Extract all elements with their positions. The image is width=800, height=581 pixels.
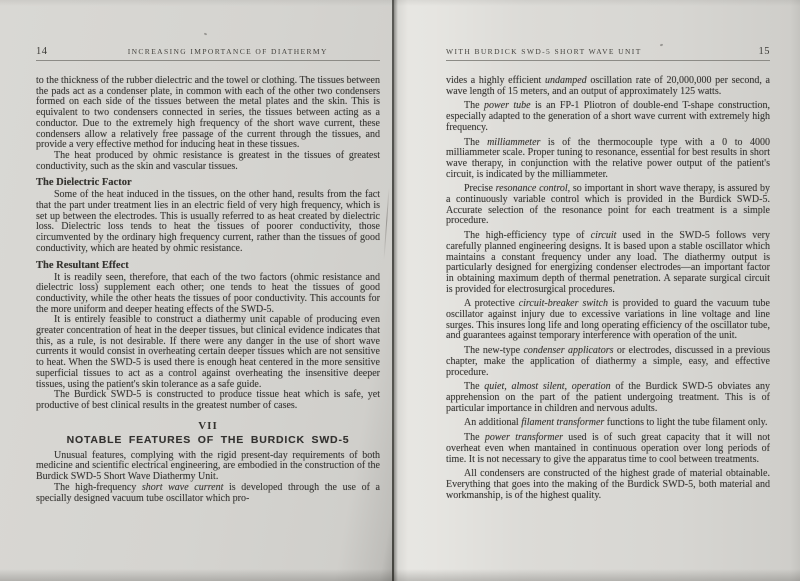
chapter-number: VII: [198, 419, 218, 432]
paragraph: Unusual features, complying with the rigid present-day requirements of both medicine and scientific electrical engineering, are embodied in the construction of the Burdick SWD-5 Short Wave Diathermy Unit.: [36, 449, 380, 483]
paragraph: vides a highly efficient undamped oscillation rate of 20,000,000 per second, a wave length of 15 meters, and an output of approximately 125 watts.: [446, 75, 771, 97]
paragraph: All condensers are constructed of the highest grade of material obtainable. Everything that goes into the making of the Burdick SWD-5, both material and workmanship, is of the highest quality.: [446, 468, 770, 501]
subsection-heading-dielectric-factor: The Dielectric Factor: [36, 177, 132, 189]
subsection-heading-resultant-effect: The Resultant Effect: [36, 259, 129, 271]
paragraph: The high-efficiency type of circuit used in the SWD-5 follows very carefully planned engineering designs. It is based upon a stable oscillator which maintains a constant frequency under any load. The diathermy output is particularly designed for energizing condenser electrodes—an important factor in obtaining maximum depth of thermal penetration. A separate surgical circuit is provided for electrosurgical procedures.: [446, 230, 770, 295]
left-page-number: 14: [36, 46, 48, 57]
paragraph: to the thickness of the rubber dielectric and the towel or clothing. The tissues between the pads act as a condenser plate, in common with each of the other two condensers formed on each side of the tissues between the metal plates and the skin. This is equivalent to two condensers connected in series, the tissues between acting as a conductor. Due to the extremely high frequency of the short wave current, these condensers allow a relatively free passage of the current through the tissues, and provide a very effective method for inducing heat in these tissues.: [36, 75, 380, 151]
paragraph: The milliammeter is of the thermocouple type with a 0 to 4000 milliammeter scale. Proper tuning to resonance, essential for best results in short wave therapy, in conjunction with the relative power output of the patient's circuit, is indicated by the milliammeter.: [446, 136, 771, 180]
paragraph: It is readily seen, therefore, that each of the two factors (ohmic resistance and dielectric loss) supplement each other; one tends to heat the tissues of good conductivity, while the other heats the tissues of poor conductivity. This accounts for the more uniform and deeper heating effects of the SWD-5.: [36, 271, 380, 315]
section-title: NOTABLE FEATURES OF THE BURDICK SWD-5: [66, 433, 350, 446]
paragraph: Some of the heat induced in the tissues, on the other hand, results from the fact that the part under treatment lies in an electric field of very high frequency, which is set up between the electrodes. This is usually referred to as heat created by dielectric loss. Dielectric loss tends to heat the tissues of poorer conductivity, those circumvented by the ordinary high frequency current, rather than the tissues of good conductivity, which are heated by ohmic resistance.: [36, 189, 380, 254]
left-page-body: [36, 76, 380, 504]
paragraph: The power tube is an FP-1 Pliotron of double-end T-shape construction, especially adapted to the generation of a short wave current with extremely high frequency.: [446, 100, 771, 133]
paragraph: Precise resonance control, so important in short wave therapy, is assured by a continuously variable control which is provided in the Burdick SWD-5. Accurate selection of the resonance point for each treatment is a simple procedure.: [446, 183, 770, 227]
paragraph: The power transformer used is of such great capacity that it will not overheat even when mantained in continuous operation over long periods of time. It is not necessary to give the apparatus time to cool between treatments.: [446, 432, 771, 465]
paragraph: The Burdick SWD-5 is constructed to produce tissue heat which is safe, yet productive of best clinical results in the greatest number of cases.: [36, 389, 380, 411]
paragraph: A protective circuit-breaker switch is provided to guard the vacuum tube oscillator against injury due to excessive variations in line voltage and line surges. This insures long life and long operating efficiency of the oscillator tube, and guarantees against temporary interference with operation of the unit.: [446, 298, 770, 342]
right-page-header: [446, 46, 770, 61]
right-page: [394, 0, 800, 581]
page-gutter: [392, 0, 394, 581]
paragraph: It is entirely feasible to construct a diathermy unit capable of producing even greater concentration of heat in the deeper tissues, but clinical evidence indicates that this, as a rule, is not desirable. If there were any danger in the use of short wave currents it would consist in overheating certain deeper tissues which are not sensitive to heat. When the SWD-5 is used there is enough heat centered in the more sensitive superficial tissues to act as a control against overheating the insensitive deeper tissues, using the patient's skin tolerance as a safe guide.: [36, 314, 380, 390]
left-page: [0, 0, 394, 581]
paragraph: The heat produced by ohmic resistance is greatest in the tissues of greatest conductivity, such as the skin and vascular tissues.: [36, 149, 380, 172]
paragraph: The high-frequency short wave current is developed through the use of a specially designed vacuum tube oscillator which pro-: [36, 481, 380, 504]
right-page-number: 15: [758, 46, 770, 57]
paragraph: The quiet, almost silent, operation of the Burdick SWD-5 obviates any apprehension on the part of the patient undergoing treatment. This is of particular importance in children and nervous adults.: [446, 381, 770, 414]
paragraph: An additional filament transformer functions to light the tube filament only.: [464, 417, 768, 429]
right-running-header: WITH BURDICK SWD-5 SHORT WAVE UNIT: [446, 47, 642, 56]
right-page-body: [446, 76, 770, 501]
left-page-header: [36, 46, 380, 61]
left-running-header: INCREASING IMPORTANCE OF DIATHERMY: [127, 47, 328, 56]
paragraph: The new-type condenser applicators or electrodes, discussed in a previous chapter, make the application of diathermy a simple, easy, and effective procedure.: [446, 345, 770, 378]
